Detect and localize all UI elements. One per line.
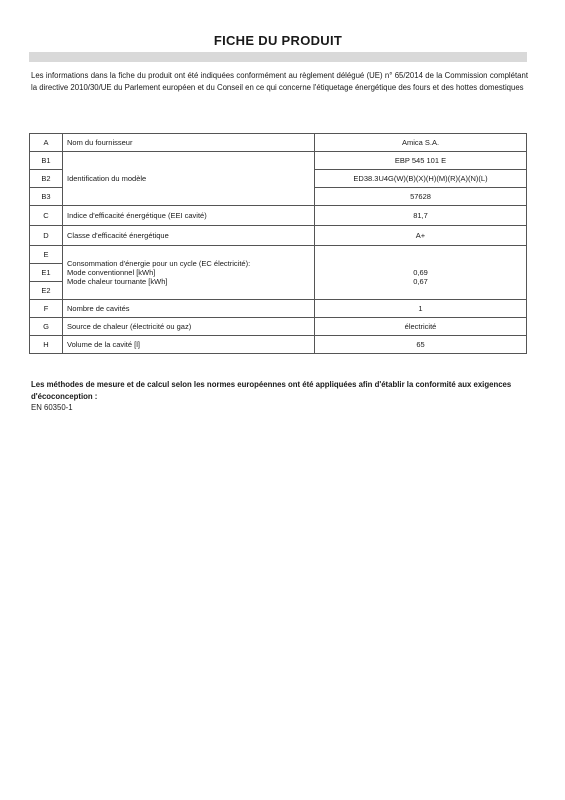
product-spec-table <box>29 133 527 354</box>
row-label: Mode conventionnel [kWh] <box>67 268 156 277</box>
standards-statement: Les méthodes de mesure et de calcul selon les normes européennes ont été appliquées afin d'établir la conformité aux exigences d'écoconception : <box>31 380 512 401</box>
row-label: Nom du fournisseur <box>63 134 315 152</box>
row-value: 0,69 <box>413 268 428 277</box>
table-row <box>30 246 527 264</box>
row-value: 65 <box>315 336 527 354</box>
row-label: Identification du modèle <box>63 152 315 206</box>
row-code: B3 <box>30 188 63 206</box>
row-code: E1 <box>30 264 63 282</box>
row-code: E2 <box>30 282 63 300</box>
title-divider <box>29 52 527 62</box>
row-value: 81,7 <box>315 206 527 226</box>
table-row <box>30 318 527 336</box>
energy-values-cell <box>315 246 527 300</box>
row-code: D <box>30 226 63 246</box>
row-value: EBP 545 101 E <box>315 152 527 170</box>
row-value: Amica S.A. <box>315 134 527 152</box>
page-title: FICHE DU PRODUIT <box>213 33 343 48</box>
row-label: Nombre de cavités <box>63 300 315 318</box>
row-label: Source de chaleur (électricité ou gaz) <box>63 318 315 336</box>
row-label: Mode chaleur tournante [kWh] <box>67 277 168 286</box>
row-code: F <box>30 300 63 318</box>
row-code: H <box>30 336 63 354</box>
row-code: G <box>30 318 63 336</box>
row-label: Classe d'efficacité énergétique <box>63 226 315 246</box>
row-label: Consommation d'énergie pour un cycle (EC électricité): <box>67 259 251 268</box>
energy-consumption-cell <box>63 246 315 300</box>
table-row <box>30 226 527 246</box>
row-value: ED38.3U4G(W)(B)(X)(H)(M)(R)(A)(N)(L) <box>315 170 527 188</box>
table-row <box>30 300 527 318</box>
row-code: B1 <box>30 152 63 170</box>
row-code: A <box>30 134 63 152</box>
standard-reference: EN 60350-1 <box>31 403 73 412</box>
row-code: B2 <box>30 170 63 188</box>
table-row <box>30 206 527 226</box>
intro-paragraph: Les informations dans la fiche du produit ont été indiquées conformément au règlement délégué (UE) n° 65/2014 de la Commission complétant la directive 2010/30/UE du Parlement européen et du Conseil en ce qui concerne l'étiquetage énergétique des fours et des hottes domestiques <box>31 71 528 92</box>
row-code: E <box>30 246 63 264</box>
row-code: C <box>30 206 63 226</box>
standards-note <box>31 379 528 414</box>
row-value: électricité <box>315 318 527 336</box>
row-value: 0,67 <box>413 277 428 286</box>
table-row <box>30 152 527 170</box>
row-label: Volume de la cavité [l] <box>63 336 315 354</box>
row-value: 1 <box>315 300 527 318</box>
table-row <box>30 134 527 152</box>
table-row <box>30 336 527 354</box>
row-label: Indice d'efficacité énergétique (EEI cavité) <box>63 206 315 226</box>
row-value: A+ <box>315 226 527 246</box>
row-value: 57628 <box>315 188 527 206</box>
